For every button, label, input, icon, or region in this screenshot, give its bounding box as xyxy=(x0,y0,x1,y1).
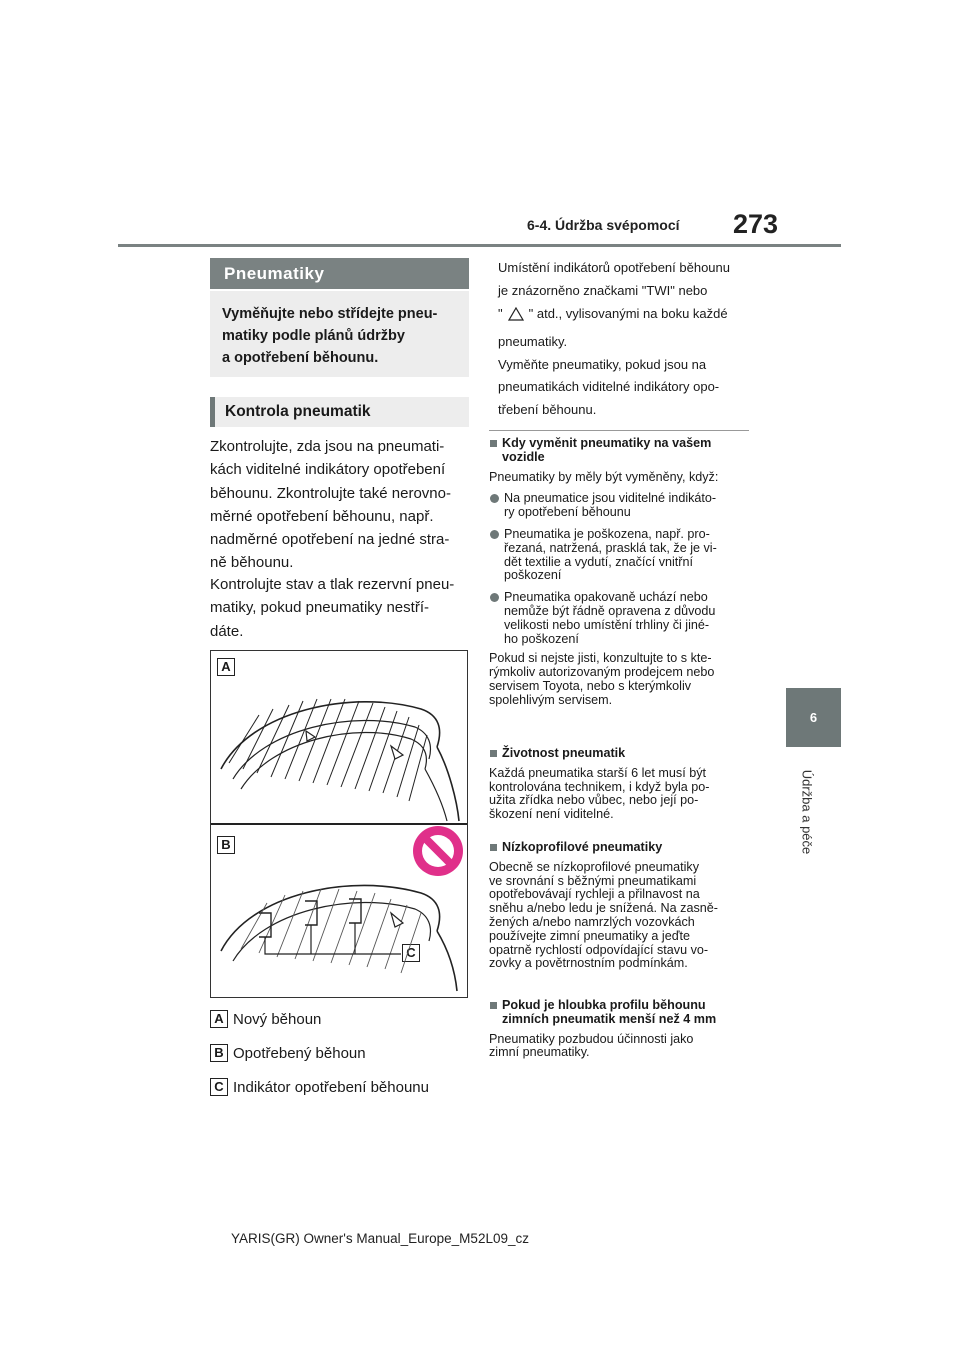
winter-text: Pneumatiky pozbudou účinnosti jako zimní pneumatiky. xyxy=(489,1031,694,1060)
chapter-number: 6 xyxy=(809,710,818,725)
prohibition-icon xyxy=(413,826,463,876)
intro-quote-open: " xyxy=(498,306,503,321)
footer xyxy=(0,1231,960,1246)
figure-badge-c: C xyxy=(402,944,420,962)
lowprofile-section xyxy=(489,841,754,971)
tire-illustration xyxy=(211,651,467,997)
body-paragraph-1: Zkontrolujte, zda jsou na pneumati- kách viditelné indikátory opotřebení běhounu. Zkontrolujte také nerovno- měrné opotřebení běhounu, např. nadměrné opotřebení na jedné stra- ně běhounu. xyxy=(210,438,451,572)
triangle-mark-icon xyxy=(508,307,524,321)
lowprofile-heading: Nízkoprofilové pneumatiky xyxy=(489,841,754,855)
body-paragraph-2: Kontrolujte stav a tlak rezervní pneu- matiky, pokud pneumatiky nestří- dáte. xyxy=(210,576,455,640)
lowprofile-text: Obecně se nízkoprofilové pneumatiky ve srovnání s běžnými pneumatikami opotřebovávají rychleji a přilnavost na sněhu a/nebo ledu je snížená. Na zasně- žených a/nebo namrzlých vozovkách používejte zimní pneumatiky a jeďte opatrně rychlostí odpovídající stavu vo- zovky a povětrnostním podmínkám. xyxy=(489,859,718,971)
round-bullet-icon xyxy=(490,593,499,602)
square-bullet-icon xyxy=(490,750,497,757)
replace-bullet-2: Pneumatika je poškozena, např. pro- řezaná, natržená, prasklá tak, že je vi- dět textilie a vydutí, značící vnitřní poškození xyxy=(489,528,754,583)
legend-text-b: Opotřebený běhoun xyxy=(233,1044,366,1062)
chapter-label xyxy=(797,758,817,866)
intro-triangle-line xyxy=(498,303,760,326)
legend-item-b xyxy=(210,1043,366,1063)
page-title: Pneumatiky xyxy=(210,258,469,289)
right-divider xyxy=(489,430,749,431)
replace-bullet-3: Pneumatika opakovaně uchází nebo nemůže být řádně opravena z důvodu velikosti nebo umístění trhliny či jiné- ho poškození xyxy=(489,591,754,646)
lifespan-heading: Životnost pneumatik xyxy=(489,747,754,761)
legend-badge-c: C xyxy=(210,1078,228,1096)
legend-item-c xyxy=(210,1077,429,1097)
round-bullet-icon xyxy=(490,494,499,503)
tire-figure xyxy=(210,650,468,998)
worn-tread-tire xyxy=(221,885,457,991)
winter-heading: Pokud je hloubka profilu běhounu zimních pneumatik menší než 4 mm xyxy=(489,999,754,1027)
page-number: 273 xyxy=(733,209,779,239)
intro-text-1: Umístění indikátorů opotřebení běhounu je znázorněno značkami "TWI" nebo xyxy=(498,260,730,298)
legend-text-a: Nový běhoun xyxy=(233,1010,322,1028)
winter-section xyxy=(489,999,754,1060)
replace-consult: Pokud si nejste jisti, konzultujte to s kte- rýmkoliv autorizovaným prodejcem nebo servisem Toyota, nebo s kterýmkoliv spolehlivým servisem. xyxy=(489,651,715,707)
square-bullet-icon xyxy=(490,440,497,447)
lifespan-section xyxy=(489,747,754,822)
round-bullet-icon xyxy=(490,530,499,539)
footer-text: YARIS(GR) Owner's Manual_Europe_M52L09_cz xyxy=(231,1231,529,1246)
summary-box: Vyměňujte nebo střídejte pneu- matiky podle plánů údržby a opotřebení běhounu. xyxy=(210,291,469,377)
square-bullet-icon xyxy=(490,1002,497,1009)
legend-badge-a: A xyxy=(210,1010,228,1028)
section-title: 6-4. Údržba svépomocí xyxy=(527,217,680,233)
replace-heading: Kdy vyměnit pneumatiky na vašem vozidle xyxy=(489,437,754,465)
replace-bullet-1: Na pneumatice jsou viditelné indikáto- ry opotřebení běhounu xyxy=(489,492,754,520)
intro-text-2: pneumatiky. Vyměňte pneumatiky, pokud jsou na pneumatikách viditelné indikátory opo- třebení běhounu. xyxy=(498,334,720,417)
legend-badge-b: B xyxy=(210,1044,228,1062)
legend-item-a xyxy=(210,1009,321,1029)
new-tread-tire xyxy=(221,699,459,821)
square-bullet-icon xyxy=(490,844,497,851)
replace-intro: Pneumatiky by měly být vyměněny, když: xyxy=(489,469,719,484)
subsection-title: Kontrola pneumatik xyxy=(210,397,469,427)
header-rule xyxy=(118,244,841,247)
chapter-label-text: Údržba a péče xyxy=(799,769,815,855)
intro-quote-rest: " atd., vylisovanými na boku každé xyxy=(528,306,728,321)
legend-text-c: Indikátor opotřebení běhounu xyxy=(233,1078,429,1096)
figure-badge-b: B xyxy=(217,836,235,854)
replace-section xyxy=(489,437,754,708)
figure-badge-a: A xyxy=(217,658,235,676)
lifespan-text: Každá pneumatika starší 6 let musí být kontrolována technikem, i když byla po- užita zřídka nebo vůbec, nebo její po- škození není viditelné. xyxy=(489,765,710,822)
chapter-tab xyxy=(786,688,841,747)
